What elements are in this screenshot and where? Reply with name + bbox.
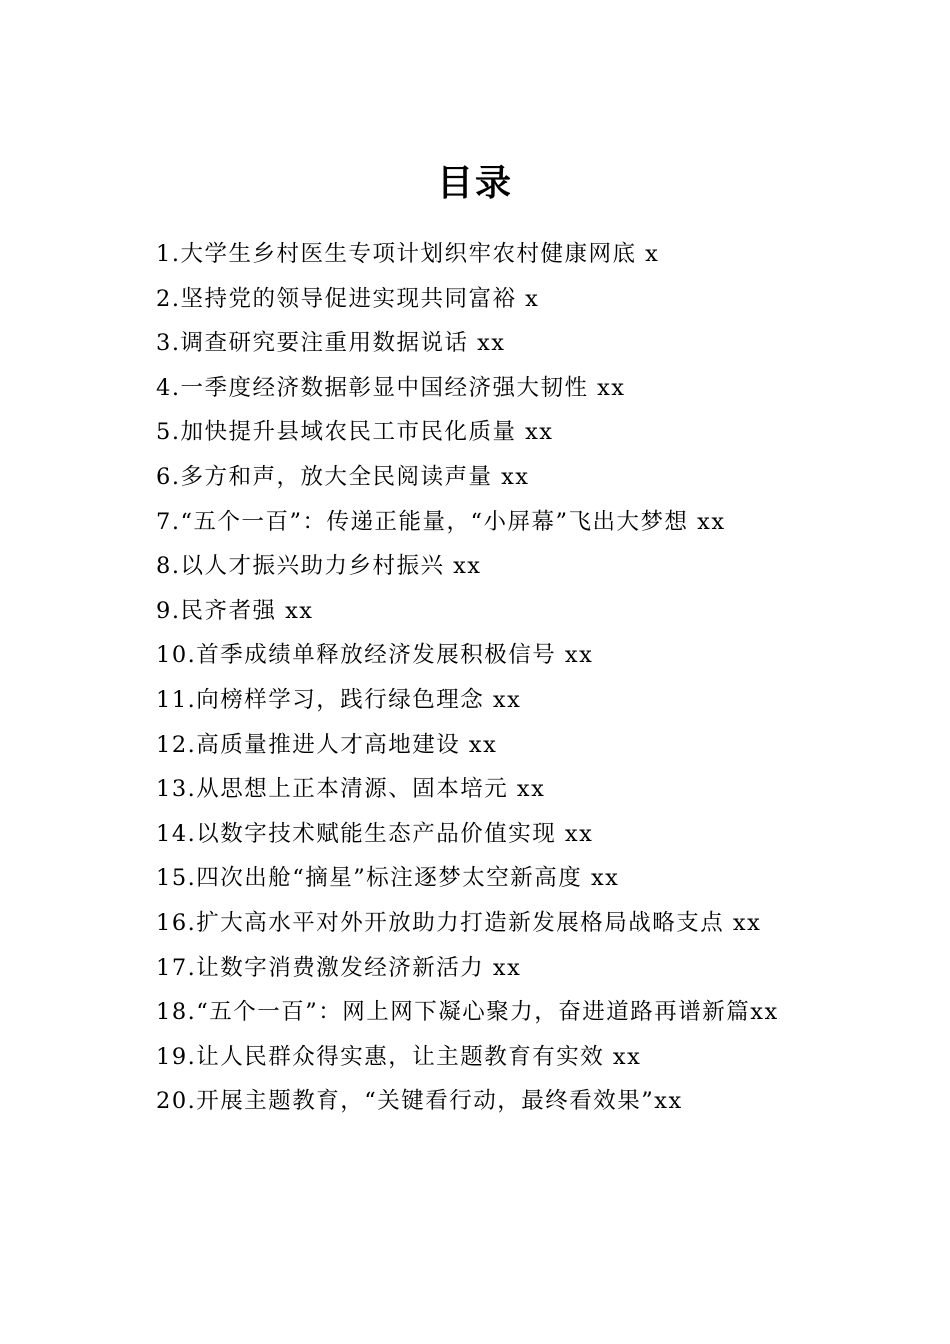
toc-entry: 1.大学生乡村医生专项计划织牢农村健康网底 x bbox=[156, 241, 660, 267]
toc-entry: 8.以人才振兴助力乡村振兴 xx bbox=[156, 553, 482, 580]
toc-entry: 18.“五个一百”：网上网下凝心聚力，奋进道路再谱新篇xx bbox=[156, 999, 779, 1026]
toc-entry: 17.让数字消费激发经济新活力 xx bbox=[156, 954, 522, 981]
page-title: 目录 bbox=[436, 162, 513, 205]
toc-entry: 12.高质量推进人才高地建设 xx bbox=[156, 731, 498, 758]
table-of-contents bbox=[118, 232, 838, 1124]
toc-entry: 7.“五个一百”：传递正能量，“小屏幕”飞出大梦想 xx bbox=[156, 508, 726, 535]
toc-entry: 9.民齐者强 xx bbox=[156, 597, 314, 624]
toc-entry: 6.多方和声，放大全民阅读声量 xx bbox=[156, 463, 530, 490]
toc-entry: 13.从思想上正本清源、固本培元 xx bbox=[156, 776, 546, 803]
toc-entry: 20.开展主题教育，“关键看行动，最终看效果”xx bbox=[156, 1088, 683, 1115]
toc-entry: 2.坚持党的领导促进实现共同富裕 x bbox=[156, 285, 540, 312]
toc-entry: 11.向榜样学习，践行绿色理念 xx bbox=[156, 686, 522, 713]
toc-entry: 16.扩大高水平对外开放助力打造新发展格局战略支点 xx bbox=[156, 909, 762, 936]
toc-entry: 15.四次出舱“摘星”标注逐梦太空新高度 xx bbox=[156, 865, 620, 892]
toc-entry: 14.以数字技术赋能生态产品价值实现 xx bbox=[156, 820, 594, 847]
toc-entry: 19.让人民群众得实惠，让主题教育有实效 xx bbox=[156, 1043, 642, 1070]
toc-entry: 10.首季成绩单释放经济发展积极信号 xx bbox=[156, 642, 594, 669]
toc-entry: 4.一季度经济数据彰显中国经济强大韧性 xx bbox=[156, 374, 626, 401]
toc-entry: 3.调查研究要注重用数据说话 xx bbox=[156, 330, 506, 357]
toc-entry: 5.加快提升县域农民工市民化质量 xx bbox=[156, 419, 554, 446]
